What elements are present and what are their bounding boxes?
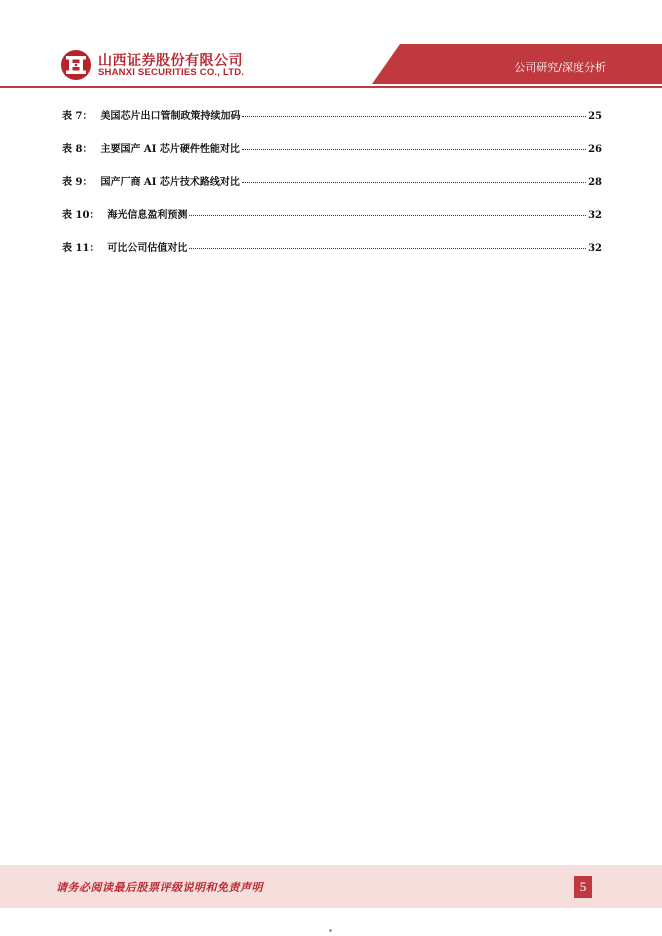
toc-title: 海光信息盈利预测 — [107, 210, 188, 221]
toc-page-number: 25 — [588, 111, 602, 122]
toc-row[interactable] — [62, 239, 602, 272]
toc-leader-dots — [242, 115, 586, 117]
toc-page-number: 28 — [588, 177, 602, 188]
page-header — [0, 0, 662, 90]
toc-title: 可比公司估值对比 — [107, 243, 188, 254]
toc-number: 表 11： — [62, 243, 100, 254]
toc-row[interactable] — [62, 206, 602, 239]
toc-number: 表 8： — [62, 144, 93, 155]
header-banner — [0, 0, 662, 90]
toc-leader-dots — [242, 148, 586, 150]
toc-number: 表 9： — [62, 177, 93, 188]
toc-number: 表 7： — [62, 111, 93, 122]
toc-leader-dots — [189, 214, 586, 216]
bottom-dot — [329, 929, 332, 932]
disclaimer-notice: 请务必阅读最后股票评级说明和免责声明 — [56, 881, 263, 894]
toc-title: 美国芯片出口管制政策持续加码 — [100, 111, 241, 122]
toc-number: 表 10： — [62, 210, 100, 221]
company-name-cn: 山西证券股份有限公司 — [98, 53, 243, 69]
page-footer — [0, 865, 662, 908]
toc-title: 国产厂商 AI 芯片技术路线对比 — [100, 177, 240, 188]
toc-row[interactable] — [62, 173, 602, 206]
toc-title: 主要国产 AI 芯片硬件性能对比 — [100, 144, 240, 155]
toc-leader-dots — [189, 247, 586, 249]
toc-page-number: 32 — [588, 243, 602, 254]
company-name-en: SHANXI SECURITIES CO., LTD. — [98, 67, 245, 78]
toc-leader-dots — [242, 181, 586, 183]
toc-row[interactable] — [62, 107, 602, 140]
table-of-contents — [62, 107, 602, 272]
toc-row[interactable] — [62, 140, 602, 173]
toc-page-number: 26 — [588, 144, 602, 155]
toc-page-number: 32 — [588, 210, 602, 221]
report-type-label: 公司研究/深度分析 — [514, 61, 606, 74]
page-number: 5 — [574, 876, 592, 898]
